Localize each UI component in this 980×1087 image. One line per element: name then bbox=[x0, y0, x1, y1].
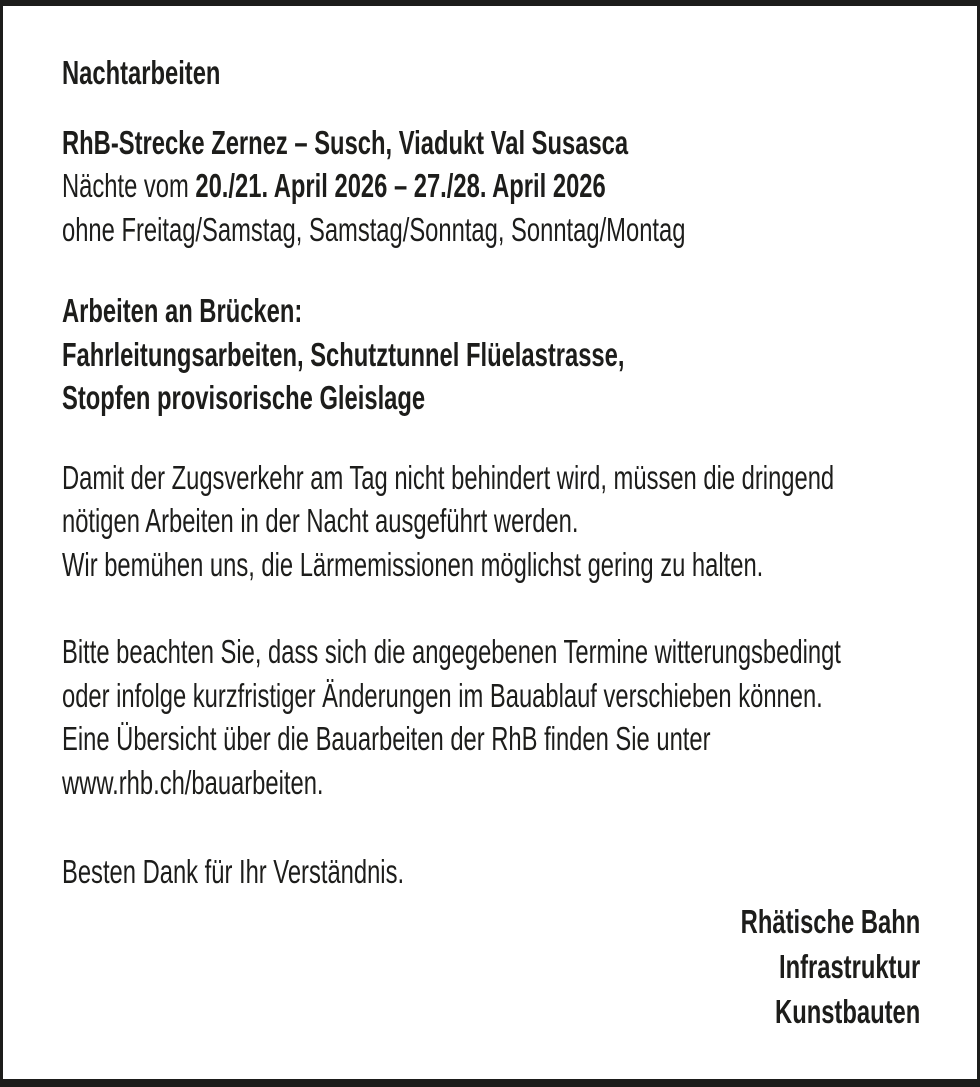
notice-title: Nachtarbeiten bbox=[62, 54, 221, 91]
header-block bbox=[62, 121, 920, 252]
notice-content bbox=[3, 6, 977, 1034]
signature-company: Rhätische Bahn bbox=[740, 902, 921, 940]
body-line: Wir bemühen uns, die Lärmemissionen möglichst gering zu halten. bbox=[62, 545, 764, 583]
paragraph-disclaimer bbox=[62, 630, 920, 804]
thanks-line: Besten Dank für Ihr Verständnis. bbox=[62, 853, 405, 890]
body-line: nötigen Arbeiten in der Nacht ausgeführt werden. bbox=[62, 502, 579, 539]
work-line: Stopfen provisorische Gleislage bbox=[62, 379, 426, 416]
body-line: Bitte beachten Sie, dass sich die angegebenen Termine witterungsbedingt bbox=[62, 633, 841, 670]
signature-unit: Kunstbauten bbox=[775, 992, 921, 1030]
route-heading: RhB-Strecke Zernez – Susch, Viadukt Val Susasca bbox=[62, 123, 629, 161]
dates-line bbox=[62, 164, 920, 208]
signature-department: Infrastruktur bbox=[778, 947, 921, 985]
body-line: oder infolge kurzfristiger Änderungen im Bauablauf verschieben können. bbox=[62, 676, 823, 714]
dates-prefix: Nächte vom bbox=[62, 167, 189, 204]
work-heading: Arbeiten an Brücken: bbox=[62, 292, 303, 329]
website-url: www.rhb.ch/bauarbeiten. bbox=[62, 763, 324, 801]
dates-range: 20./21. April 2026 – 27./28. April 2026 bbox=[195, 167, 606, 204]
signature-block bbox=[62, 899, 920, 1034]
work-line: Fahrleitungsarbeiten, Schutztunnel Flüelastrasse, bbox=[62, 335, 625, 373]
body-line: Damit der Zugsverkehr am Tag nicht behindert wird, müssen die dringend bbox=[62, 458, 835, 496]
body-line: Eine Übersicht über die Bauarbeiten der RhB finden Sie unter bbox=[62, 720, 711, 757]
work-block bbox=[62, 289, 920, 420]
paragraph-reason bbox=[62, 456, 920, 587]
dates-exclusion: ohne Freitag/Samstag, Samstag/Sonntag, Sonntag/Montag bbox=[62, 210, 686, 248]
